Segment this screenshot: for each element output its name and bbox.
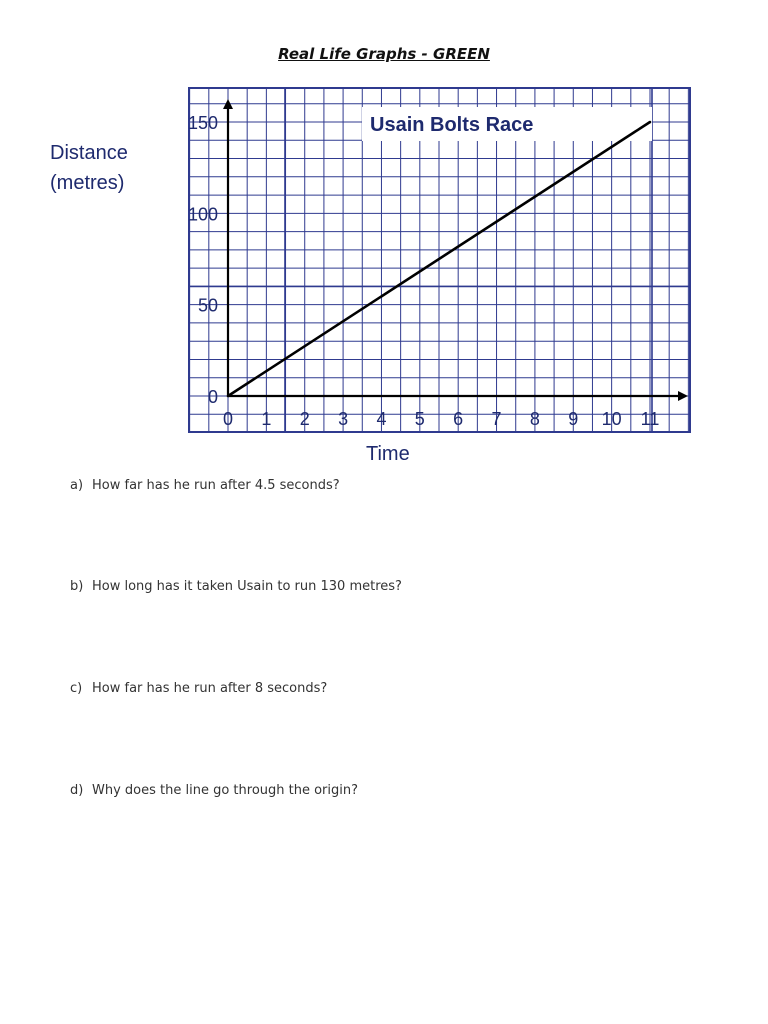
x-tick-label: 8 bbox=[529, 409, 540, 429]
y-tick-label: 50 bbox=[197, 295, 218, 316]
question-b bbox=[70, 579, 402, 594]
question-text: Why does the line go through the origin? bbox=[92, 783, 359, 798]
data-point bbox=[649, 121, 652, 124]
x-tick-label: 7 bbox=[491, 409, 502, 429]
x-tick-label: 10 bbox=[601, 409, 622, 429]
x-tick-label: 3 bbox=[338, 409, 349, 429]
chart-title: Usain Bolts Race bbox=[370, 114, 534, 136]
question-letter: c) bbox=[70, 681, 83, 696]
question-letter: a) bbox=[70, 478, 84, 493]
question-text: How long has it taken Usain to run 130 metres? bbox=[92, 579, 402, 594]
question-d bbox=[70, 783, 358, 798]
question-text: How far has he run after 4.5 seconds? bbox=[92, 478, 340, 493]
question-a bbox=[70, 478, 340, 493]
x-tick-label: 5 bbox=[414, 409, 425, 429]
question-text: How far has he run after 8 seconds? bbox=[92, 681, 328, 696]
y-tick-label: 0 bbox=[207, 387, 218, 407]
y-axis-label-line: Distance bbox=[50, 142, 128, 164]
x-tick-label: 2 bbox=[299, 409, 310, 429]
x-tick-label: 6 bbox=[453, 409, 464, 429]
question-letter: b) bbox=[70, 579, 84, 594]
x-tick-label: 1 bbox=[261, 409, 272, 429]
x-tick-label: 9 bbox=[568, 409, 579, 429]
page-title: Real Life Graphs - GREEN bbox=[278, 45, 490, 63]
x-tick-label: 0 bbox=[222, 409, 234, 429]
question-letter: d) bbox=[70, 783, 84, 798]
y-tick-label: 150 bbox=[187, 113, 218, 133]
question-c bbox=[70, 681, 327, 696]
y-axis-label-line: (metres) bbox=[50, 172, 125, 194]
x-tick-label: 11 bbox=[640, 409, 660, 429]
data-point bbox=[227, 395, 230, 398]
y-tick-label: 100 bbox=[187, 204, 218, 225]
x-tick-label: 4 bbox=[376, 409, 387, 429]
x-axis-label: Time bbox=[366, 443, 410, 465]
distance-time-chart bbox=[0, 0, 768, 470]
chart-title-group bbox=[362, 107, 652, 141]
